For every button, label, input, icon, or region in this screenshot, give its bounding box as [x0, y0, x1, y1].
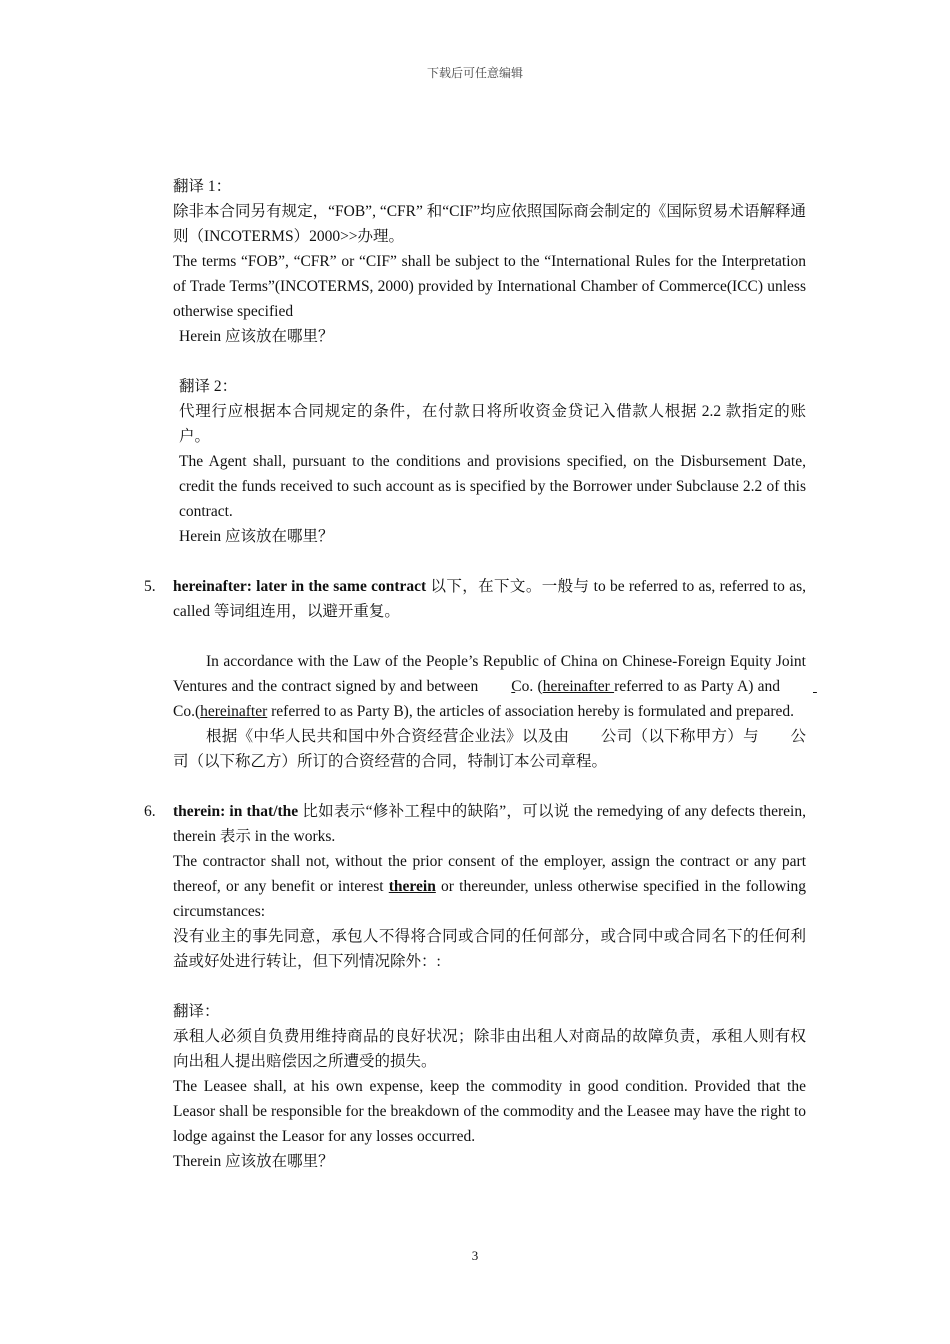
item-5-example-part: Co. (: [511, 678, 543, 695]
item-6-definition: [173, 799, 806, 849]
blank-line: [478, 674, 511, 699]
item-5-underlined-term: hereinafter: [542, 678, 615, 695]
item-5-definition: [173, 574, 806, 624]
translation-1-chinese: 除非本合同另有规定，“FOB”, “CFR” 和“CIF”均应依照国际商会制定的《国际贸易术语解释通则（INCOTERMS）2000>>办理。: [173, 203, 806, 245]
item-6-translation-chinese: 承租人必须自负费用维持商品的良好状况；除非由出租人对商品的故障负责，承租人则有权向出租人提出赔偿因之所遭受的损失。: [173, 1028, 806, 1070]
translation-2-english: The Agent shall, pursuant to the conditions and provisions specified, on the Disbursement Date, credit the funds received to such account as is specified by the Borrower under Subclause 2.2 of this contract.: [179, 453, 806, 520]
page-number: 3: [471, 1248, 479, 1263]
item-6-example: [173, 849, 806, 924]
item-5-description: 以下，在下文。一般与 to be referred to as, referred to as, called 等词组连用，以避开重复。: [173, 578, 806, 620]
item-5-chinese-translation: 根据《中华人民共和国中外合资经营企业法》以及由 公司（以下称甲方）与 公司（以下称乙方）所订的合资经营的合同，特制订本公司章程。: [173, 728, 806, 770]
item-5-example-part: referred to as Party B), the articles of association hereby is formulated and prepared.: [267, 703, 795, 720]
document-body: [144, 174, 807, 1174]
item-5-example: [173, 649, 806, 724]
item-6-chinese-translation: 没有业主的事先同意，承包人不得将合同或合同的任何部分，或合同中或合同名下的任何利益或好处进行转让，但下列情况除外：:: [173, 928, 806, 970]
translation-1-question: Herein 应该放在哪里？: [179, 328, 334, 345]
blank-line: [780, 674, 806, 699]
list-item-5: [144, 574, 806, 774]
item-6-example-part: The contractor shall not, without the prior consent of the employer, assign the contract or any part thereof, or any benefit or interest: [173, 853, 806, 895]
item-5-example-part: In accordance with the Law of the People’s Republic of China on Chinese-Foreign Equity Joint Ventures and the contract signed by and between: [173, 653, 806, 695]
translation-2-label: 翻译 2：: [179, 378, 238, 395]
item-6-description: 比如表示“修补工程中的缺陷”，可以说 the remedying of any defects therein, therein 表示 in the works.: [173, 803, 806, 845]
translation-1-english: The terms “FOB”, “CFR” or “CIF” shall be subject to the “International Rules for the Interpretation of Trade Terms”(INCOTERMS, 2000) provided by International Chamber of Commerce(ICC) unless otherwise specified: [173, 253, 806, 320]
item-5-underlined-term: hereinafter: [200, 703, 268, 720]
item-6-question: Therein 应该放在哪里？: [173, 1153, 334, 1170]
item-6-translation-label: 翻译：: [173, 1003, 220, 1020]
item-6-translation-english: The Leasee shall, at his own expense, keep the commodity in good condition. Provided that the Leasor shall be responsible for the breakdown of the commodity and the Leasee may have the right to lodge against the Leasor for any losses occurred.: [173, 1078, 806, 1145]
item-5-example-part: referred to as Party A) and: [614, 678, 780, 695]
item-6-example-part: or thereunder, unless otherwise specified in the following circumstances:: [173, 878, 807, 920]
list-item-6: [144, 799, 807, 1174]
item-6-underlined-term: therein: [388, 878, 436, 895]
translation-2-question: Herein 应该放在哪里？: [179, 528, 334, 545]
translation-2-chinese: 代理行应根据本合同规定的条件，在付款日将所收资金贷记入借款人根据 2.2 款指定的账户。: [179, 403, 806, 445]
item-5-example-part: Co.(: [173, 703, 201, 720]
item-5-number: 5.: [144, 578, 156, 595]
translation-1-label: 翻译 1：: [173, 178, 232, 195]
page-header: 下载后可任意编辑: [426, 66, 523, 80]
item-6-term: therein: in that/the: [173, 803, 299, 820]
item-6-number: 6.: [144, 803, 156, 820]
item-5-term: hereinafter: later in the same contract: [173, 578, 427, 595]
